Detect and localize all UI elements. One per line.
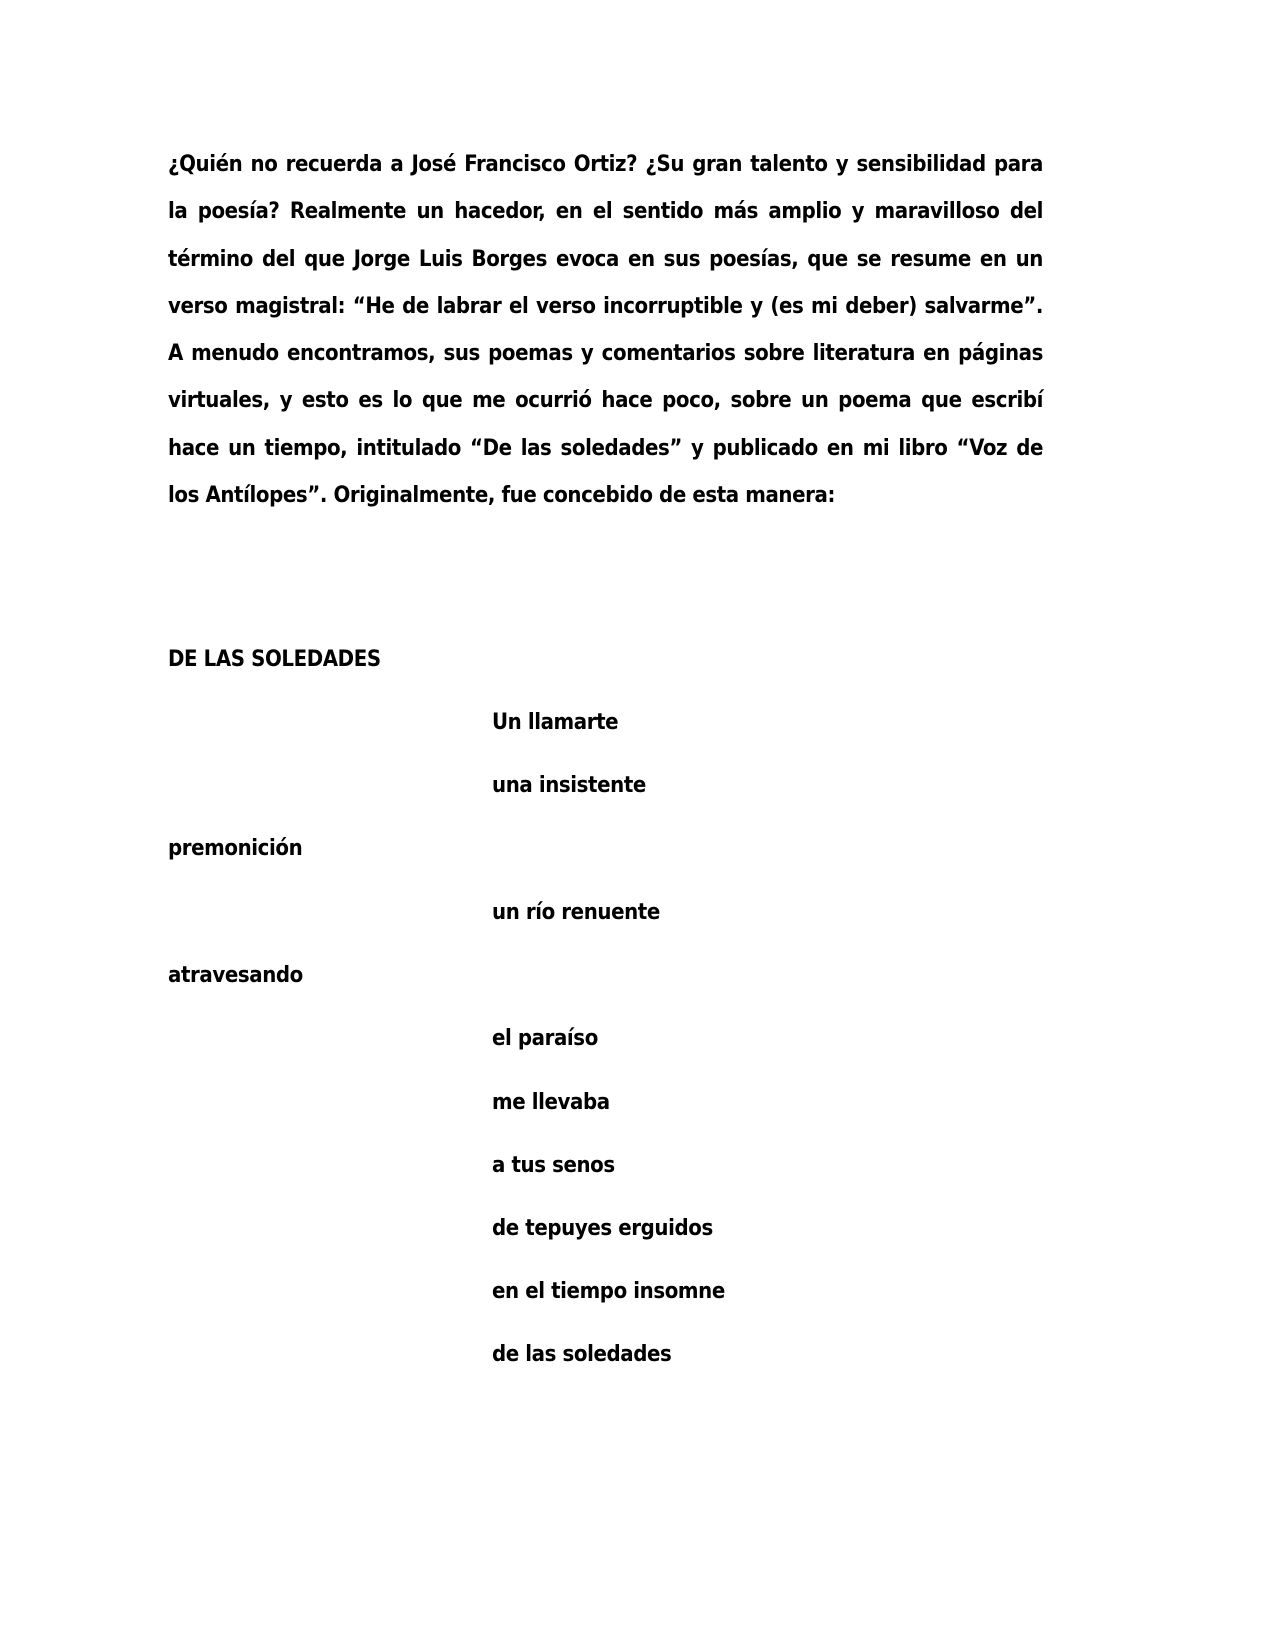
poem-line: me llevaba bbox=[492, 1090, 610, 1115]
poem-line: de las soledades bbox=[492, 1342, 672, 1367]
poem-line: premonición bbox=[168, 836, 303, 861]
poem-line: una insistente bbox=[492, 773, 646, 798]
intro-paragraph: ¿Quién no recuerda a José Francisco Ortiz? ¿Su gran talento y sensibilidad para la poesía? Realmente un hacedor, en el sentido más amplio y maravilloso del término del que Jorge Luis Borges evoca en sus poesías, que se resume en un verso magistral: “He de labrar el verso incorruptible y (es mi deber) salvarme”. A menudo encontramos, sus poemas y comentarios sobre literatura en páginas virtuales, y esto es lo que me ocurrió hace poco, sobre un poema que escribí hace un tiempo, intitulado “De las soledades” y publicado en mi libro “Voz de los Antílopes”. Originalmente, fue concebido de esta manera: bbox=[168, 152, 1043, 509]
poem-line: el paraíso bbox=[492, 1026, 598, 1051]
poem-line: Un llamarte bbox=[492, 710, 619, 735]
poem-line: de tepuyes erguidos bbox=[492, 1216, 713, 1241]
poem-line: atravesando bbox=[168, 963, 303, 988]
poem-line: un río renuente bbox=[492, 900, 660, 925]
poem-line: en el tiempo insomne bbox=[492, 1279, 725, 1304]
poem-line: a tus senos bbox=[492, 1153, 615, 1178]
poem-title: DE LAS SOLEDADES bbox=[168, 647, 381, 672]
